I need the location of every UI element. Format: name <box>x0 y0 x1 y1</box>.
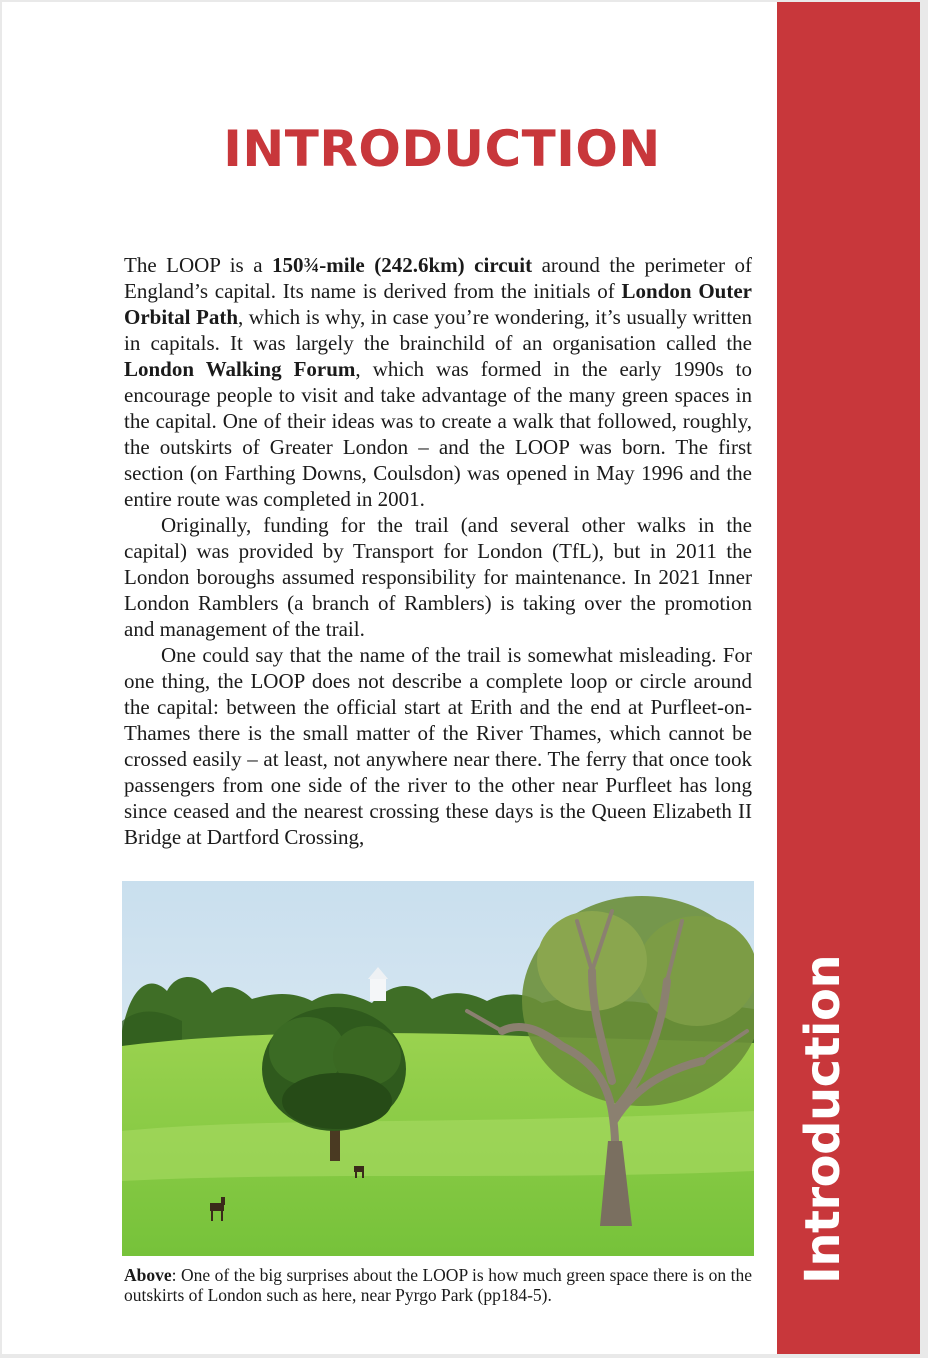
park-photo <box>122 881 754 1256</box>
body-text <box>124 252 752 850</box>
paragraph-1 <box>124 252 752 512</box>
caption-text: : One of the big surprises about the LOOP is how much green space there is on the outskirts of London such as here, near Pyrgo Park (pp184-5). <box>124 1265 752 1305</box>
bold-run: 150¾-mile (242.6km) circuit <box>272 253 533 277</box>
paragraph-2: Originally, funding for the trail (and several other walks in the capital) was provided by Transport for London (TfL), but in 2011 the London boroughs assumed responsibility for maintenance. In 2021 Inner London Ramblers (a branch of Ramblers) is taking over the promotion and management of the trail. <box>124 513 752 641</box>
bold-run: London Walking Forum <box>124 357 356 381</box>
bold-run: London Outer Orbital Path <box>124 279 752 329</box>
text-run: , which was formed in the early 1990s to encourage people to visit and take advantage of the many green spaces in the capital. One of their ideas was to create a walk that followed, roughly, the outskirts of Greater London – and the LOOP was born. The first section (on Farthing Downs, Coulsdon) was opened in May 1996 and the entire route was completed in 2001. <box>124 357 752 511</box>
paragraph-3: One could say that the name of the trail is somewhat misleading. For one thing, the LOOP does not describe a complete loop or circle around the capital: between the official start at Erith and the end at Purfleet-on-Thames there is the small matter of the River Thames, which cannot be crossed easily – at least, not anywhere near there. The ferry that once took passengers from one side of the river to the other near Purfleet has long since ceased and the nearest crossing these days is the Queen Elizabeth II Bridge at Dartford Crossing, <box>124 643 752 849</box>
text-run: The LOOP is a <box>124 253 273 277</box>
photo-caption <box>124 1265 752 1305</box>
book-page <box>2 2 920 1354</box>
text-run: , which is why, in case you’re wondering, it’s usually written in capitals. It was largely the brainchild of an organisation called the <box>124 305 752 355</box>
caption-label: Above <box>124 1265 172 1285</box>
text-run: around the perimeter of England’s capital. Its name is derived from the initials of <box>124 253 752 303</box>
chapter-title: INTRODUCTION <box>223 120 661 178</box>
chapter-side-label: Introduction <box>795 954 851 1284</box>
